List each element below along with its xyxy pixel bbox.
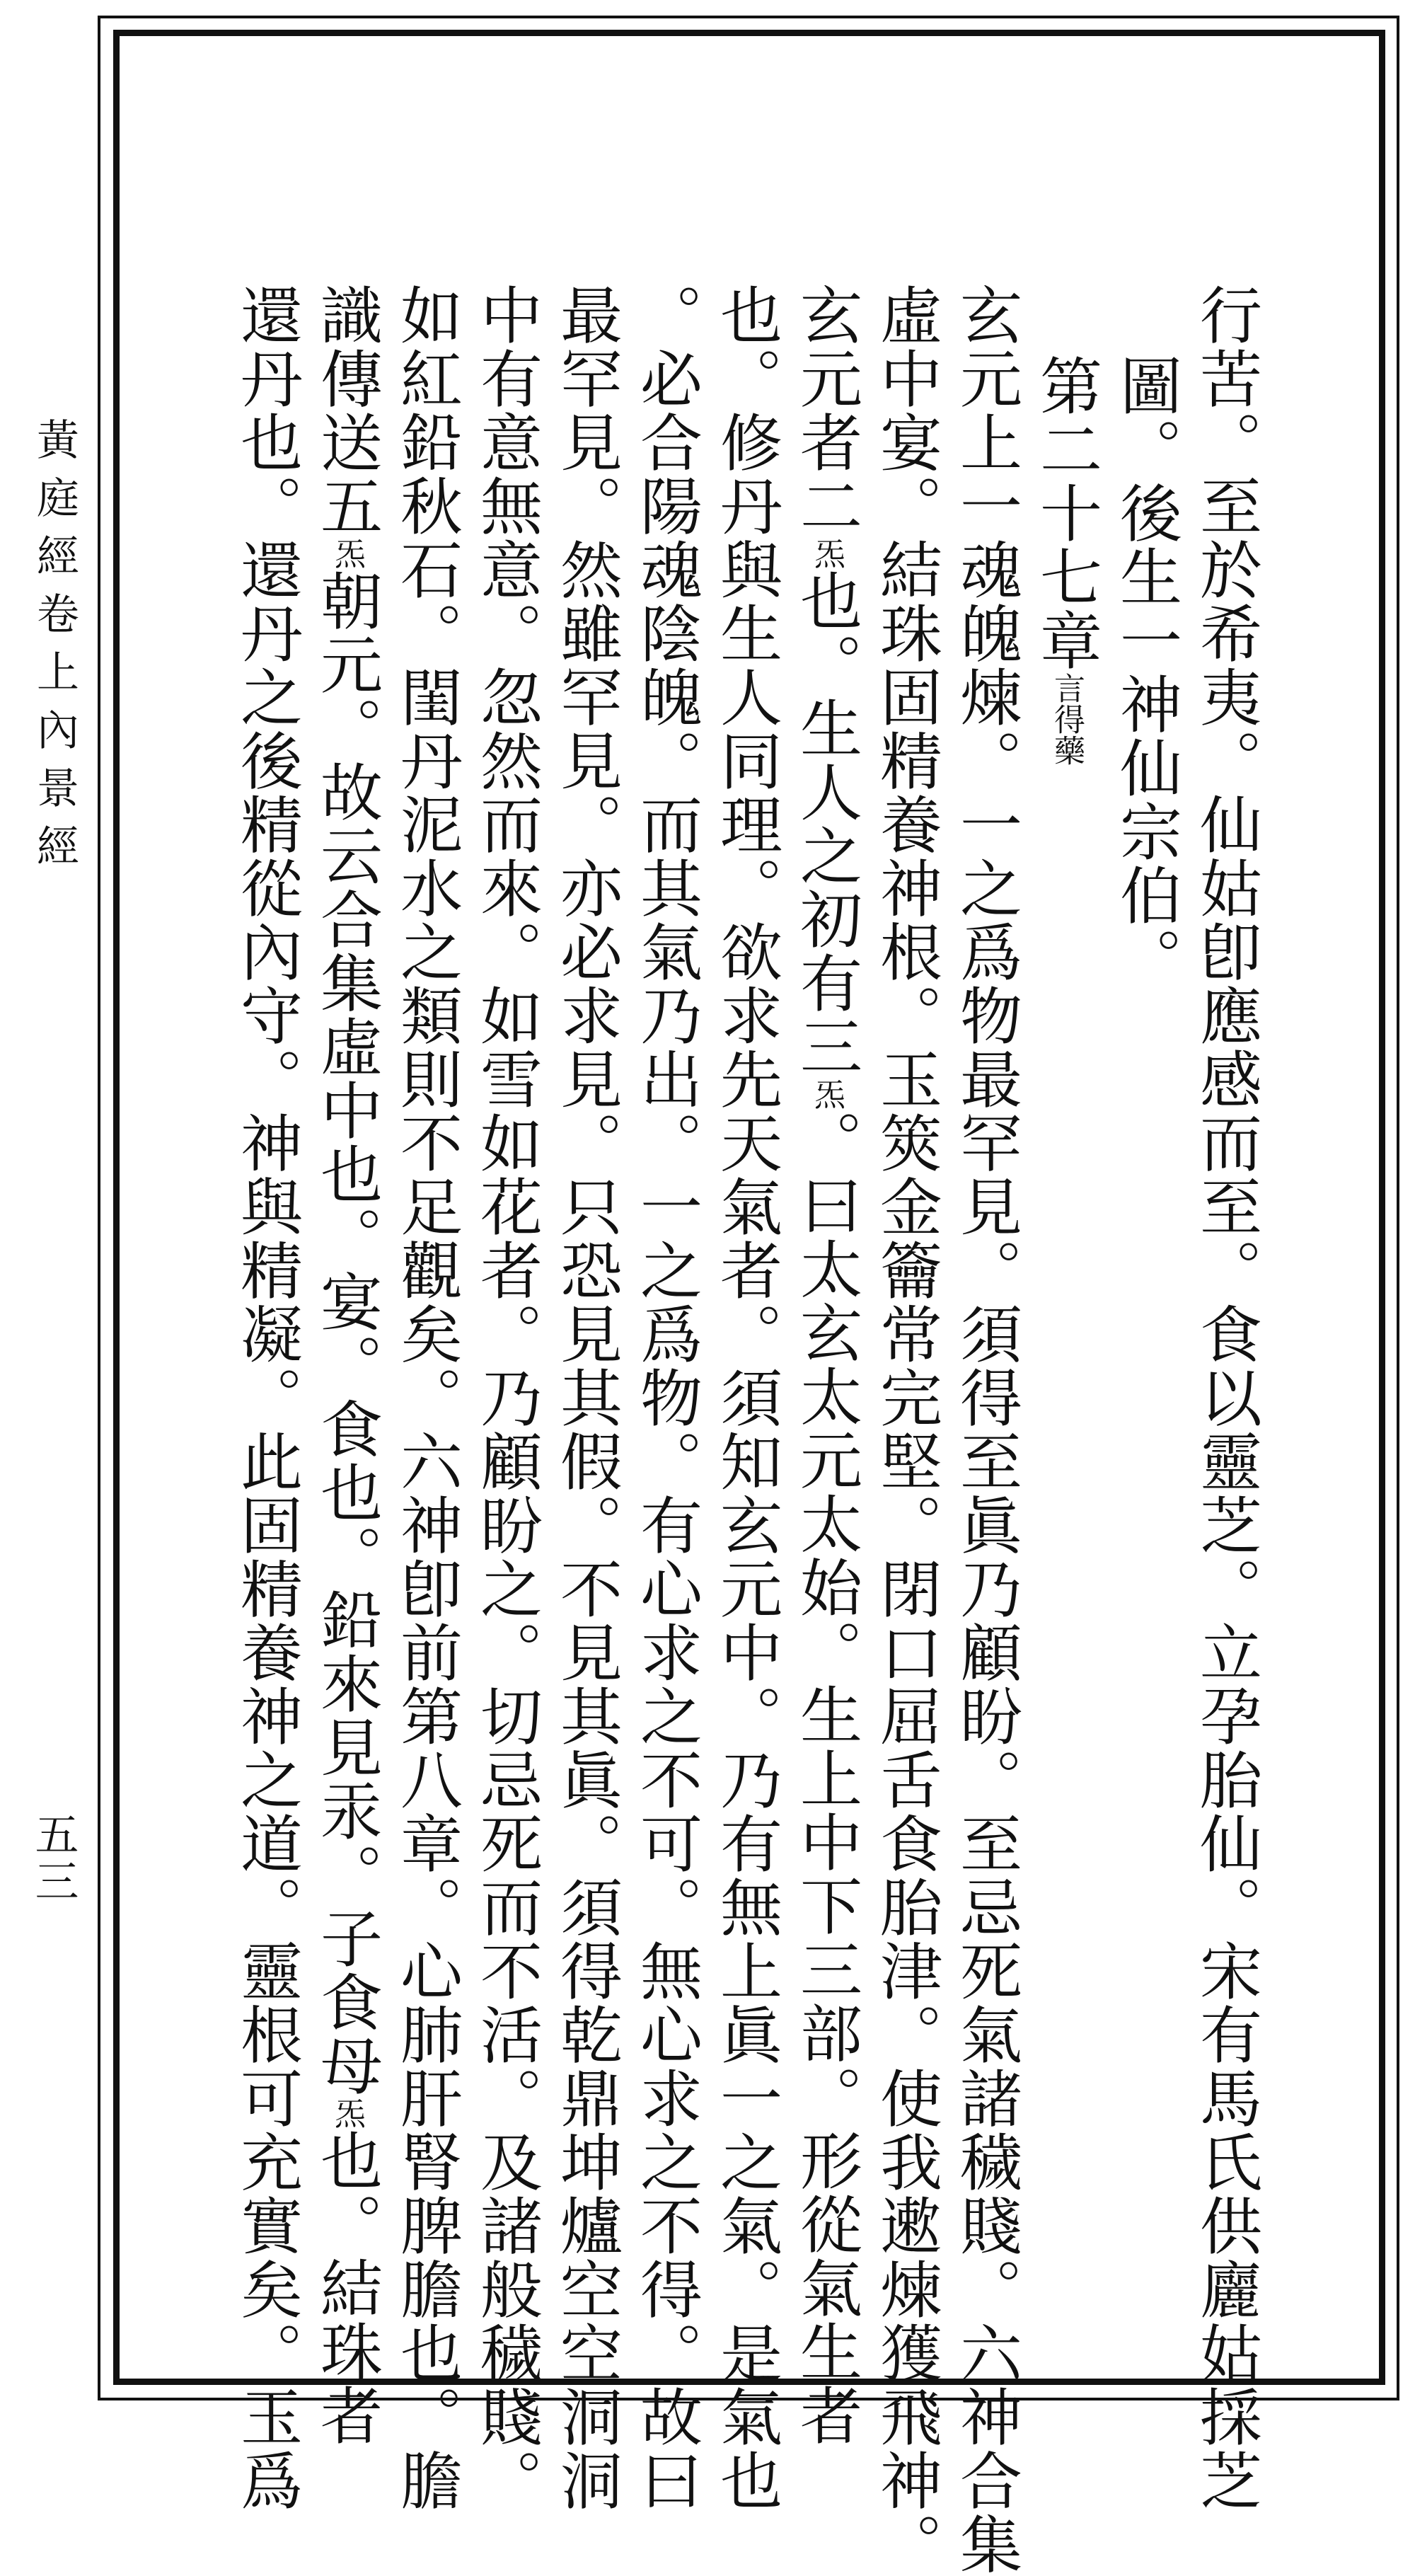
chapter-title: 第二十七章 xyxy=(1030,354,1103,672)
text-column-10: 中有意無意。忽然而來。如雪如花者。乃顧盼之。切忌死而不活。及諸般穢賤。 xyxy=(470,283,543,2512)
small-char: 炁 xyxy=(809,538,845,569)
chapter-heading xyxy=(1030,283,1103,2364)
text-column-8: 。必合陽魂陰魄。而其氣乃出。一之爲物。有心求之不可。無心求之不得。故曰 xyxy=(630,283,703,2512)
text-column-2: 圖。後生一神仙宗伯。 xyxy=(1110,354,1183,991)
text-column-1: 行苦。至於希夷。仙姑卽應感而至。食以靈芝。立孕胎仙。宋有馬氏供廲姑採芝 xyxy=(1190,283,1263,2512)
volume-label: 卷上 xyxy=(30,592,79,708)
small-char: 炁 xyxy=(329,2098,365,2129)
text-run: 玄元者二 xyxy=(790,283,863,538)
chapter-note: 言得藥 xyxy=(1049,672,1085,766)
text-column-5: 虛中宴。結珠固精養神根。玉筴金籥常完堅。閉口屈舌食胎津。使我遬煉獲飛神。 xyxy=(870,283,943,2576)
text-block xyxy=(231,283,1263,2576)
text-column-6 xyxy=(790,283,863,2447)
text-column-12 xyxy=(311,283,383,2447)
book-title: 黃庭經 xyxy=(30,418,79,592)
page-number: 五三 xyxy=(28,1812,79,1905)
text-run: 也。生人之初有三 xyxy=(790,569,863,1079)
text-run: 識傳送五 xyxy=(311,283,383,538)
text-run: 。曰太玄太元太始。生上中下三部。形從氣生者 xyxy=(790,1110,863,2447)
small-char: 炁 xyxy=(329,538,365,569)
section-label: 內景經 xyxy=(30,708,79,882)
text-run: 朝元。故云合集虛中也。宴。食也。鉛來見汞。子食母 xyxy=(311,569,383,2098)
text-column-11: 如紅鉛秋石。閨丹泥水之類則不足觀矣。六神卽前第八章。心肺肝腎脾膽也。膽 xyxy=(391,283,463,2512)
text-column-7: 也。修丹與生人同理。欲求先天氣者。須知玄元中。乃有無上眞一之氣。是氣也 xyxy=(710,283,783,2512)
text-column-9: 最罕見。然雖罕見。亦必求見。只恐見其假。不見其眞。須得乾鼎坤爐空空洞洞 xyxy=(550,283,623,2512)
text-column-13: 還丹也。還丹之後精從內守。神與精凝。此固精養神之道。靈根可充實矣。玉爲 xyxy=(231,283,304,2512)
small-char: 炁 xyxy=(809,1079,845,1110)
text-run: 也。結珠者 xyxy=(311,2129,383,2447)
text-column-4: 玄元上一魂魄煉。一之爲物最罕見。須得至眞乃顧盼。至忌死氣諸穢賤。六神合集 xyxy=(950,283,1023,2576)
margin-title xyxy=(14,418,85,882)
